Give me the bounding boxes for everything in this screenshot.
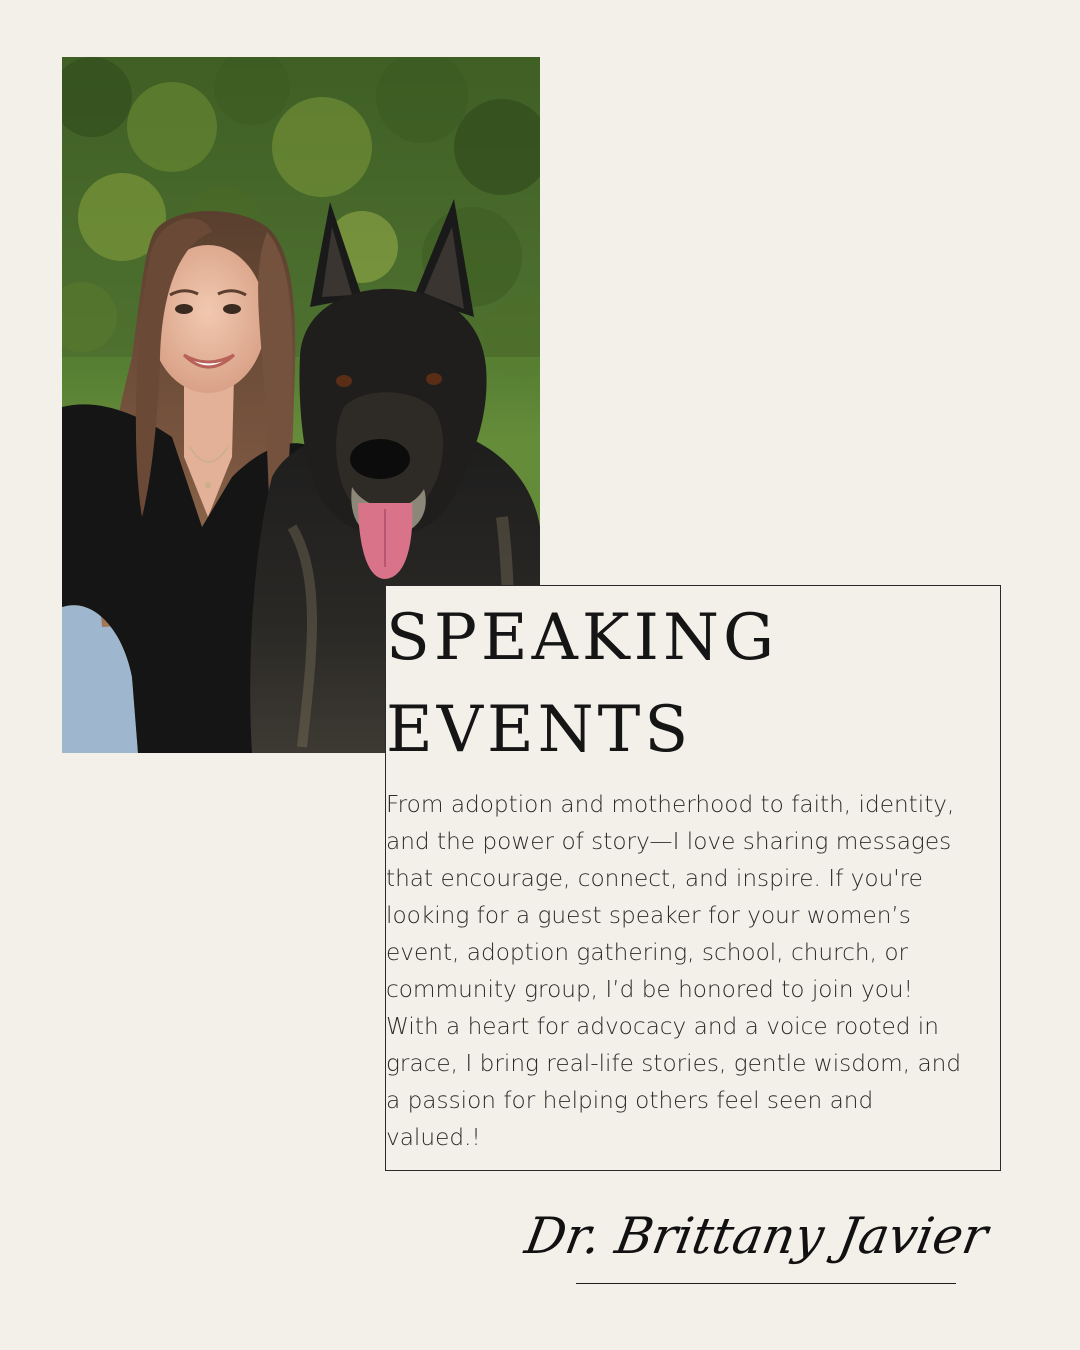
headline — [386, 592, 778, 776]
signature-name: Dr. Brittany Javier — [520, 1207, 992, 1265]
description-line: From adoption and motherhood to faith, identity, — [386, 791, 955, 818]
description-line: a passion for helping others feel seen and — [386, 1087, 874, 1114]
signature-underline — [576, 1283, 956, 1284]
speaking-events-card — [385, 585, 1001, 1171]
description-line: that encourage, connect, and inspire. If you're — [386, 865, 923, 892]
description — [386, 786, 998, 1156]
description-line: valued.! — [386, 1124, 481, 1151]
signature — [520, 1195, 992, 1295]
headline-line-2: EVENTS — [386, 693, 693, 767]
description-line: With a heart for advocacy and a voice rooted in — [386, 1013, 939, 1040]
description-line: community group, I’d be honored to join you! — [386, 976, 913, 1003]
headline-line-1: SPEAKING — [386, 601, 779, 675]
description-line: event, adoption gathering, school, church, or — [386, 939, 909, 966]
description-line: grace, I bring real-life stories, gentle wisdom, and — [386, 1050, 962, 1077]
description-line: looking for a guest speaker for your women’s — [386, 902, 911, 929]
description-line: and the power of story—I love sharing messages — [386, 828, 952, 855]
